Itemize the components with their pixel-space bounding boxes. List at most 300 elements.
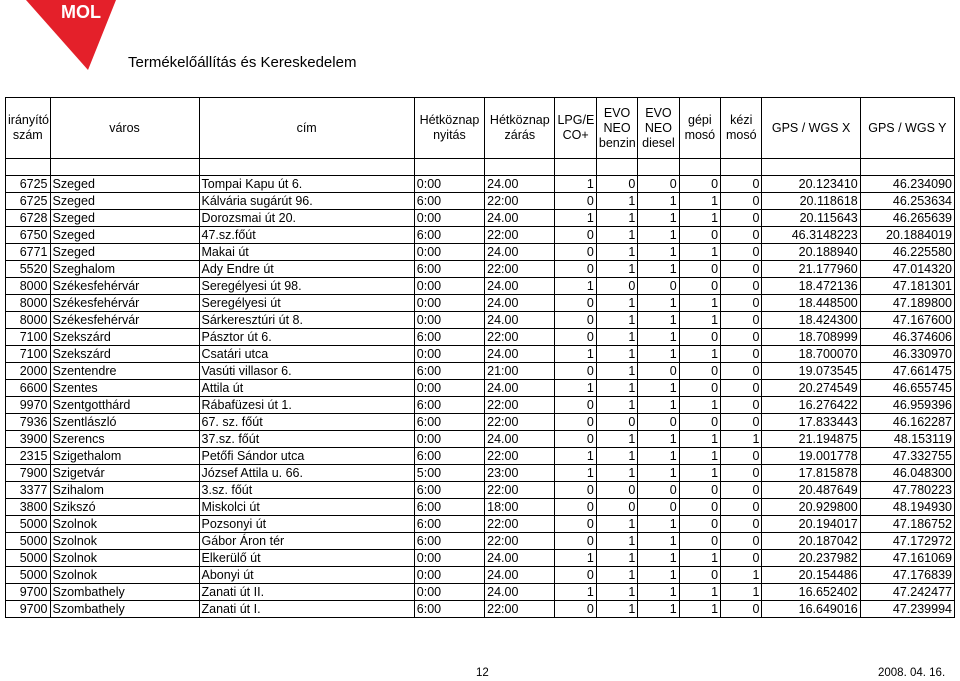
table-row	[6, 295, 955, 312]
table-cell: 0	[555, 533, 596, 550]
table-cell: 47.239994	[860, 601, 954, 618]
table-cell: 6:00	[414, 329, 484, 346]
table-cell: 1	[596, 397, 637, 414]
table-cell: 20.487649	[762, 482, 860, 499]
table-cell: 37.sz. főút	[199, 431, 414, 448]
table-cell: 46.330970	[860, 346, 954, 363]
table-cell: 6:00	[414, 516, 484, 533]
table-cell: Miskolci út	[199, 499, 414, 516]
table-cell: 47.sz.főút	[199, 227, 414, 244]
table-cell: 0	[679, 482, 720, 499]
table-cell: 46.253634	[860, 193, 954, 210]
spacer-cell	[50, 159, 199, 176]
table-cell: 0	[679, 499, 720, 516]
table-cell: 22:00	[485, 448, 555, 465]
spacer-cell	[485, 159, 555, 176]
table-cell: 6771	[6, 244, 51, 261]
table-cell: 67. sz. főút	[199, 414, 414, 431]
table-cell: 47.186752	[860, 516, 954, 533]
table-cell: 0	[721, 499, 762, 516]
table-row	[6, 363, 955, 380]
table-cell: 22:00	[485, 516, 555, 533]
table-cell: 1	[679, 244, 720, 261]
table-cell: Szolnok	[50, 533, 199, 550]
table-cell: 1	[638, 261, 679, 278]
table-cell: 0	[679, 414, 720, 431]
table-cell: 24.00	[485, 210, 555, 227]
table-cell: 47.242477	[860, 584, 954, 601]
table-cell: 3377	[6, 482, 51, 499]
table-cell: Zanati út I.	[199, 601, 414, 618]
table-cell: 1	[721, 584, 762, 601]
table-cell: 0:00	[414, 550, 484, 567]
table-cell: Szeghalom	[50, 261, 199, 278]
table-cell: 0:00	[414, 567, 484, 584]
table-cell: 2315	[6, 448, 51, 465]
table-cell: 16.649016	[762, 601, 860, 618]
footer-date: 2008. 04. 16.	[878, 667, 946, 679]
table-cell: 1	[596, 227, 637, 244]
table-cell: 24.00	[485, 550, 555, 567]
table-cell: 1	[555, 465, 596, 482]
table-row	[6, 482, 955, 499]
table-cell: 22:00	[485, 601, 555, 618]
spacer-cell	[721, 159, 762, 176]
table-row	[6, 346, 955, 363]
table-cell: 0	[721, 244, 762, 261]
table-cell: 47.332755	[860, 448, 954, 465]
table-cell: Szentes	[50, 380, 199, 397]
table-cell: 6600	[6, 380, 51, 397]
table-cell: 1	[679, 295, 720, 312]
table-cell: 6:00	[414, 482, 484, 499]
table-cell: Szentlászló	[50, 414, 199, 431]
table-cell: 22:00	[485, 482, 555, 499]
table-row	[6, 210, 955, 227]
table-cell: 46.3148223	[762, 227, 860, 244]
table-cell: 1	[596, 567, 637, 584]
table-row	[6, 380, 955, 397]
table-cell: Seregélyesi út	[199, 295, 414, 312]
table-cell: Tompai Kapu út 6.	[199, 176, 414, 193]
table-cell: 0	[721, 329, 762, 346]
table-cell: 24.00	[485, 431, 555, 448]
column-header: kézi mosó	[721, 98, 762, 159]
table-cell: Zanati út II.	[199, 584, 414, 601]
table-cell: 0	[638, 278, 679, 295]
table-cell: 0	[679, 363, 720, 380]
table-cell: 46.655745	[860, 380, 954, 397]
table-cell: 1	[679, 312, 720, 329]
table-row	[6, 278, 955, 295]
table-cell: 1	[679, 193, 720, 210]
table-cell: József Attila u. 66.	[199, 465, 414, 482]
table-cell: 1	[555, 346, 596, 363]
table-cell: Szombathely	[50, 584, 199, 601]
table-cell: 1	[555, 380, 596, 397]
table-cell: 0	[638, 482, 679, 499]
table-cell: 1	[638, 329, 679, 346]
table-cell: 1	[596, 261, 637, 278]
table-cell: 18.472136	[762, 278, 860, 295]
table-cell: 24.00	[485, 312, 555, 329]
table-cell: Szolnok	[50, 516, 199, 533]
table-cell: 6:00	[414, 533, 484, 550]
table-cell: 0	[596, 176, 637, 193]
table-cell: 7936	[6, 414, 51, 431]
table-cell: 0	[679, 227, 720, 244]
column-header: cím	[199, 98, 414, 159]
table-cell: 1	[596, 312, 637, 329]
table-cell: 6:00	[414, 499, 484, 516]
table-cell: 22:00	[485, 227, 555, 244]
table-cell: 18.700070	[762, 346, 860, 363]
table-cell: 1	[638, 312, 679, 329]
table-cell: 16.276422	[762, 397, 860, 414]
table-cell: 1	[638, 295, 679, 312]
spacer-cell	[555, 159, 596, 176]
table-cell: 22:00	[485, 397, 555, 414]
table-cell: 20.118618	[762, 193, 860, 210]
table-cell: Szigetvár	[50, 465, 199, 482]
station-table	[5, 97, 955, 618]
table-row	[6, 414, 955, 431]
page-number: 12	[476, 667, 489, 679]
table-cell: 1	[596, 295, 637, 312]
table-cell: 48.153119	[860, 431, 954, 448]
table-cell: Abonyi út	[199, 567, 414, 584]
table-cell: Csatári utca	[199, 346, 414, 363]
table-cell: 0	[721, 414, 762, 431]
column-header: GPS / WGS Y	[860, 98, 954, 159]
table-row	[6, 397, 955, 414]
table-cell: Szolnok	[50, 567, 199, 584]
table-row	[6, 244, 955, 261]
table-cell: 5000	[6, 567, 51, 584]
table-cell: 46.959396	[860, 397, 954, 414]
column-header: GPS / WGS X	[762, 98, 860, 159]
table-cell: 0	[721, 346, 762, 363]
table-cell: 5520	[6, 261, 51, 278]
table-cell: 24.00	[485, 176, 555, 193]
table-row	[6, 516, 955, 533]
table-cell: 6725	[6, 176, 51, 193]
table-cell: Szentgotthárd	[50, 397, 199, 414]
table-cell: 0	[679, 329, 720, 346]
spacer-cell	[199, 159, 414, 176]
column-header: irányító szám	[6, 98, 51, 159]
table-cell: Szihalom	[50, 482, 199, 499]
table-cell: 9970	[6, 397, 51, 414]
table-cell: 0	[555, 193, 596, 210]
table-cell: 0	[596, 278, 637, 295]
table-cell: 0	[721, 363, 762, 380]
table-cell: 47.172972	[860, 533, 954, 550]
table-cell: Vasúti villasor 6.	[199, 363, 414, 380]
column-header: Hétköznap nyitás	[414, 98, 484, 159]
table-row	[6, 261, 955, 278]
table-cell: 46.374606	[860, 329, 954, 346]
table-row	[6, 176, 955, 193]
table-cell: 17.833443	[762, 414, 860, 431]
column-header: EVO NEO benzin	[596, 98, 637, 159]
table-cell: 23:00	[485, 465, 555, 482]
table-cell: 0:00	[414, 431, 484, 448]
table-cell: 1	[638, 431, 679, 448]
column-header: Hétköznap zárás	[485, 98, 555, 159]
table-cell: 1	[638, 346, 679, 363]
table-cell: 0	[555, 295, 596, 312]
table-cell: 0	[638, 176, 679, 193]
table-cell: 1	[638, 397, 679, 414]
table-cell: 0	[638, 499, 679, 516]
table-cell: 8000	[6, 312, 51, 329]
table-cell: Elkerülő út	[199, 550, 414, 567]
table-body	[6, 159, 955, 618]
spacer-cell	[679, 159, 720, 176]
column-header: város	[50, 98, 199, 159]
table-cell: 18.708999	[762, 329, 860, 346]
table-cell: 48.194930	[860, 499, 954, 516]
table-cell: 6:00	[414, 448, 484, 465]
table-cell: 6:00	[414, 601, 484, 618]
mol-logo	[26, 0, 116, 70]
table-cell: 0	[721, 482, 762, 499]
table-cell: 1	[596, 431, 637, 448]
spacer-cell	[596, 159, 637, 176]
table-cell: 1	[679, 448, 720, 465]
table-cell: 0	[555, 567, 596, 584]
table-cell: 9700	[6, 584, 51, 601]
table-cell: 0	[679, 278, 720, 295]
column-header: gépi mosó	[679, 98, 720, 159]
table-cell: 1	[638, 550, 679, 567]
table-cell: 0:00	[414, 346, 484, 363]
table-row	[6, 499, 955, 516]
table-cell: 1	[555, 278, 596, 295]
column-header: EVO NEO diesel	[638, 98, 679, 159]
table-cell: 8000	[6, 295, 51, 312]
table-cell: 0	[555, 312, 596, 329]
table-cell: 1	[638, 227, 679, 244]
table-cell: 1	[596, 193, 637, 210]
table-cell: 8000	[6, 278, 51, 295]
table-cell: 6728	[6, 210, 51, 227]
table-cell: 21:00	[485, 363, 555, 380]
table-cell: 1	[555, 210, 596, 227]
table-cell: 1	[679, 550, 720, 567]
table-cell: 0	[721, 193, 762, 210]
table-cell: Szeged	[50, 227, 199, 244]
table-cell: 0:00	[414, 244, 484, 261]
table-cell: 0	[555, 261, 596, 278]
table-cell: 0:00	[414, 295, 484, 312]
table-cell: 22:00	[485, 261, 555, 278]
table-cell: 0:00	[414, 176, 484, 193]
table-cell: 7900	[6, 465, 51, 482]
table-cell: 6750	[6, 227, 51, 244]
table-cell: 6725	[6, 193, 51, 210]
table-row	[6, 329, 955, 346]
table-cell: 0	[555, 244, 596, 261]
table-cell: Szeged	[50, 193, 199, 210]
table-row	[6, 227, 955, 244]
table-cell: 47.780223	[860, 482, 954, 499]
table-cell: 0	[721, 380, 762, 397]
table-cell: 20.123410	[762, 176, 860, 193]
table-cell: 0	[555, 431, 596, 448]
table-cell: 1	[638, 567, 679, 584]
table-cell: 0	[721, 176, 762, 193]
table-cell: 0:00	[414, 278, 484, 295]
table-cell: 1	[596, 363, 637, 380]
table-cell: 17.815878	[762, 465, 860, 482]
table-cell: 5:00	[414, 465, 484, 482]
table-cell: 0	[721, 210, 762, 227]
table-cell: 0	[721, 601, 762, 618]
table-cell: 20.115643	[762, 210, 860, 227]
table-cell: 24.00	[485, 567, 555, 584]
table-cell: Szikszó	[50, 499, 199, 516]
table-cell: 46.048300	[860, 465, 954, 482]
table-cell: 0	[555, 329, 596, 346]
spacer-cell	[762, 159, 860, 176]
table-cell: 20.274549	[762, 380, 860, 397]
table-row	[6, 584, 955, 601]
table-cell: 1	[596, 380, 637, 397]
table-cell: 6:00	[414, 193, 484, 210]
table-cell: 20.154486	[762, 567, 860, 584]
table-cell: Szeged	[50, 244, 199, 261]
table-cell: 1	[555, 584, 596, 601]
column-header: LPG/E CO+	[555, 98, 596, 159]
table-cell: 0	[721, 448, 762, 465]
table-cell: Dorozsmai út 20.	[199, 210, 414, 227]
table-cell: 46.265639	[860, 210, 954, 227]
table-cell: 47.014320	[860, 261, 954, 278]
table-cell: 0	[555, 414, 596, 431]
table-cell: 1	[679, 346, 720, 363]
table-cell: 0	[596, 499, 637, 516]
table-row	[6, 533, 955, 550]
spacer-cell	[6, 159, 51, 176]
table-cell: 1	[596, 329, 637, 346]
table-cell: 1	[596, 516, 637, 533]
table-cell: 22:00	[485, 329, 555, 346]
table-cell: 6:00	[414, 227, 484, 244]
table-cell: 19.001778	[762, 448, 860, 465]
table-cell: 6:00	[414, 363, 484, 380]
table-cell: Pásztor út 6.	[199, 329, 414, 346]
table-cell: 46.162287	[860, 414, 954, 431]
table-cell: 1	[721, 431, 762, 448]
table-cell: 1	[679, 210, 720, 227]
table-cell: 1	[638, 193, 679, 210]
spacer-cell	[860, 159, 954, 176]
table-cell: 3800	[6, 499, 51, 516]
table-cell: 1	[596, 346, 637, 363]
table-cell: 16.652402	[762, 584, 860, 601]
table-cell: Székesfehérvár	[50, 312, 199, 329]
table-cell: 1	[679, 465, 720, 482]
table-cell: 1	[638, 448, 679, 465]
table-cell: 18.448500	[762, 295, 860, 312]
table-cell: 20.188940	[762, 244, 860, 261]
table-cell: Szekszárd	[50, 346, 199, 363]
table-cell: 1	[638, 584, 679, 601]
table-cell: 5000	[6, 550, 51, 567]
table-cell: 9700	[6, 601, 51, 618]
table-cell: 1	[596, 244, 637, 261]
table-row	[6, 193, 955, 210]
table-cell: 1	[679, 397, 720, 414]
table-cell: 0	[721, 278, 762, 295]
table-cell: Szigethalom	[50, 448, 199, 465]
table-cell: 18.424300	[762, 312, 860, 329]
table-cell: 1	[596, 584, 637, 601]
table-cell: 0	[679, 261, 720, 278]
table-row	[6, 567, 955, 584]
table-cell: 47.181301	[860, 278, 954, 295]
logo-text: MOL	[61, 2, 101, 22]
table-cell: 1	[555, 448, 596, 465]
table-cell: 0	[555, 499, 596, 516]
table-cell: 46.234090	[860, 176, 954, 193]
table-cell: 6:00	[414, 261, 484, 278]
table-cell: 0	[679, 533, 720, 550]
table-row	[6, 465, 955, 482]
table-cell: 0	[596, 482, 637, 499]
table-cell: Szolnok	[50, 550, 199, 567]
table-cell: 1	[638, 380, 679, 397]
table-cell: 0	[721, 397, 762, 414]
table-cell: 0	[721, 550, 762, 567]
table-row	[6, 550, 955, 567]
table-cell: Szeged	[50, 210, 199, 227]
table-cell: 47.176839	[860, 567, 954, 584]
table-cell: 0	[721, 312, 762, 329]
table-cell: 0	[638, 363, 679, 380]
table-cell: 1	[596, 550, 637, 567]
table-cell: 0	[555, 363, 596, 380]
table-cell: 1	[638, 533, 679, 550]
table-cell: 1	[596, 465, 637, 482]
table-cell: Seregélyesi út 98.	[199, 278, 414, 295]
table-cell: 24.00	[485, 346, 555, 363]
table-cell: 20.929800	[762, 499, 860, 516]
table-cell: 0:00	[414, 380, 484, 397]
table-cell: 24.00	[485, 584, 555, 601]
table-cell: Kálvária sugárút 96.	[199, 193, 414, 210]
table-cell: 1	[721, 567, 762, 584]
table-cell: 1	[638, 210, 679, 227]
table-cell: Gábor Áron tér	[199, 533, 414, 550]
table-cell: 1	[596, 601, 637, 618]
table-cell: Attila út	[199, 380, 414, 397]
table-cell: 20.237982	[762, 550, 860, 567]
table-cell: 46.225580	[860, 244, 954, 261]
table-cell: Rábafüzesi út 1.	[199, 397, 414, 414]
table-cell: 1	[679, 584, 720, 601]
table-header	[6, 98, 955, 159]
table-cell: 2000	[6, 363, 51, 380]
table-cell: 0	[555, 482, 596, 499]
table-cell: 0	[721, 261, 762, 278]
table-cell: 24.00	[485, 295, 555, 312]
table-cell: 20.194017	[762, 516, 860, 533]
table-cell: 0:00	[414, 312, 484, 329]
spacer-cell	[638, 159, 679, 176]
